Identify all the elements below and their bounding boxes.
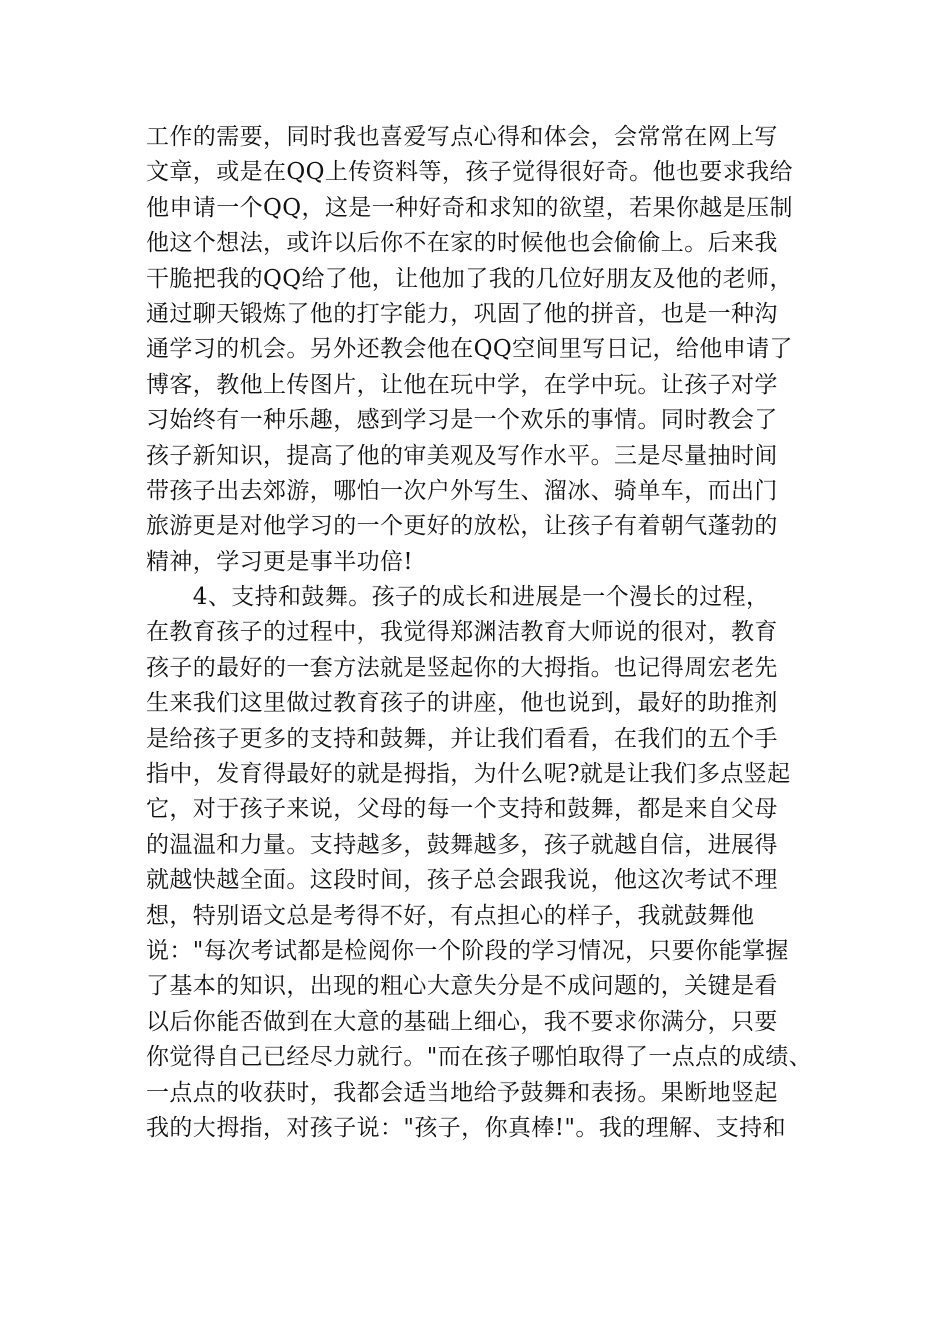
text-line: 孩子的最好的一套方法就是竖起你的大拇指。也记得周宏老先 — [146, 654, 778, 681]
text-line: 4、支持和鼓舞。孩子的成长和进展是一个漫长的过程， — [146, 584, 770, 611]
text-line: 习始终有一种乐趣，感到学习是一个欢乐的事情。同时教会了 — [146, 407, 778, 434]
text-line: 他这个想法，或许以后你不在家的时候他也会偷偷上。后来我 — [146, 230, 778, 257]
text-line: 我的大拇指，对孩子说："孩子，你真棒!"。我的理解、支持和 — [146, 1114, 787, 1141]
text-line: 它，对于孩子来说，父母的每一个支持和鼓舞，都是来自父母 — [146, 796, 778, 823]
text-line: 孩子新知识，提高了他的审美观及写作水平。三是尽量抽时间 — [146, 442, 778, 469]
text-line: 文章，或是在QQ上传资料等，孩子觉得很好奇。他也要求我给 — [146, 159, 793, 186]
text-line: 的温温和力量。支持越多，鼓舞越多，孩子就越自信，进展得 — [146, 831, 778, 858]
text-line: 旅游更是对他学习的一个更好的放松，让孩子有着朝气蓬勃的 — [146, 513, 778, 540]
text-line: 通学习的机会。另外还教会他在QQ空间里写日记，给他申请了 — [146, 336, 793, 363]
text-line: 生来我们这里做过教育孩子的讲座，他也说到，最好的助推剂 — [146, 690, 778, 717]
text-line: 他申请一个QQ，这是一种好奇和求知的欲望，若果你越是压制 — [146, 194, 793, 221]
text-line: 就越快越全面。这段时间，孩子总会跟我说，他这次考试不理 — [146, 867, 778, 894]
text-line: 工作的需要，同时我也喜爱写点心得和体会，会常常在网上写 — [146, 124, 778, 150]
text-line: 一点点的收获时，我都会适当地给予鼓舞和表扬。果断地竖起 — [146, 1079, 778, 1106]
text-line: 说："每次考试都是检阅你一个阶段的学习情况，只要你能掌握 — [146, 937, 789, 964]
text-line: 在教育孩子的过程中，我觉得郑渊洁教育大师说的很对，教育 — [146, 619, 778, 646]
text-line: 带孩子出去郊游，哪怕一次户外写生、溜冰、骑单车，而出门 — [146, 477, 778, 504]
text-line: 你觉得自己已经尽力就行。"而在孩子哪怕取得了一点点的成绩、 — [146, 1044, 813, 1071]
text-line: 了基本的知识，出现的粗心大意失分是不成问题的，关键是看 — [146, 973, 778, 1000]
text-line: 通过聊天锻炼了他的打字能力，巩固了他的拼音，也是一种沟 — [146, 300, 778, 327]
text-line: 想，特别语文总是考得不好，有点担心的样子，我就鼓舞他 — [146, 902, 755, 929]
text-line: 精神，学习更是事半功倍! — [146, 548, 414, 575]
text-line: 指中，发育得最好的就是拇指，为什么呢?就是让我们多点竖起 — [146, 761, 791, 788]
text-line: 博客，教他上传图片，让他在玩中学，在学中玩。让孩子对学 — [146, 371, 778, 398]
body-text — [146, 120, 826, 1146]
text-line: 是给孩子更多的支持和鼓舞，并让我们看看，在我们的五个手 — [146, 725, 778, 752]
text-line: 以后你能否做到在大意的基础上细心，我不要求你满分，只要 — [146, 1008, 778, 1035]
text-line: 干脆把我的QQ给了他，让他加了我的几位好朋友及他的老师， — [146, 265, 793, 292]
